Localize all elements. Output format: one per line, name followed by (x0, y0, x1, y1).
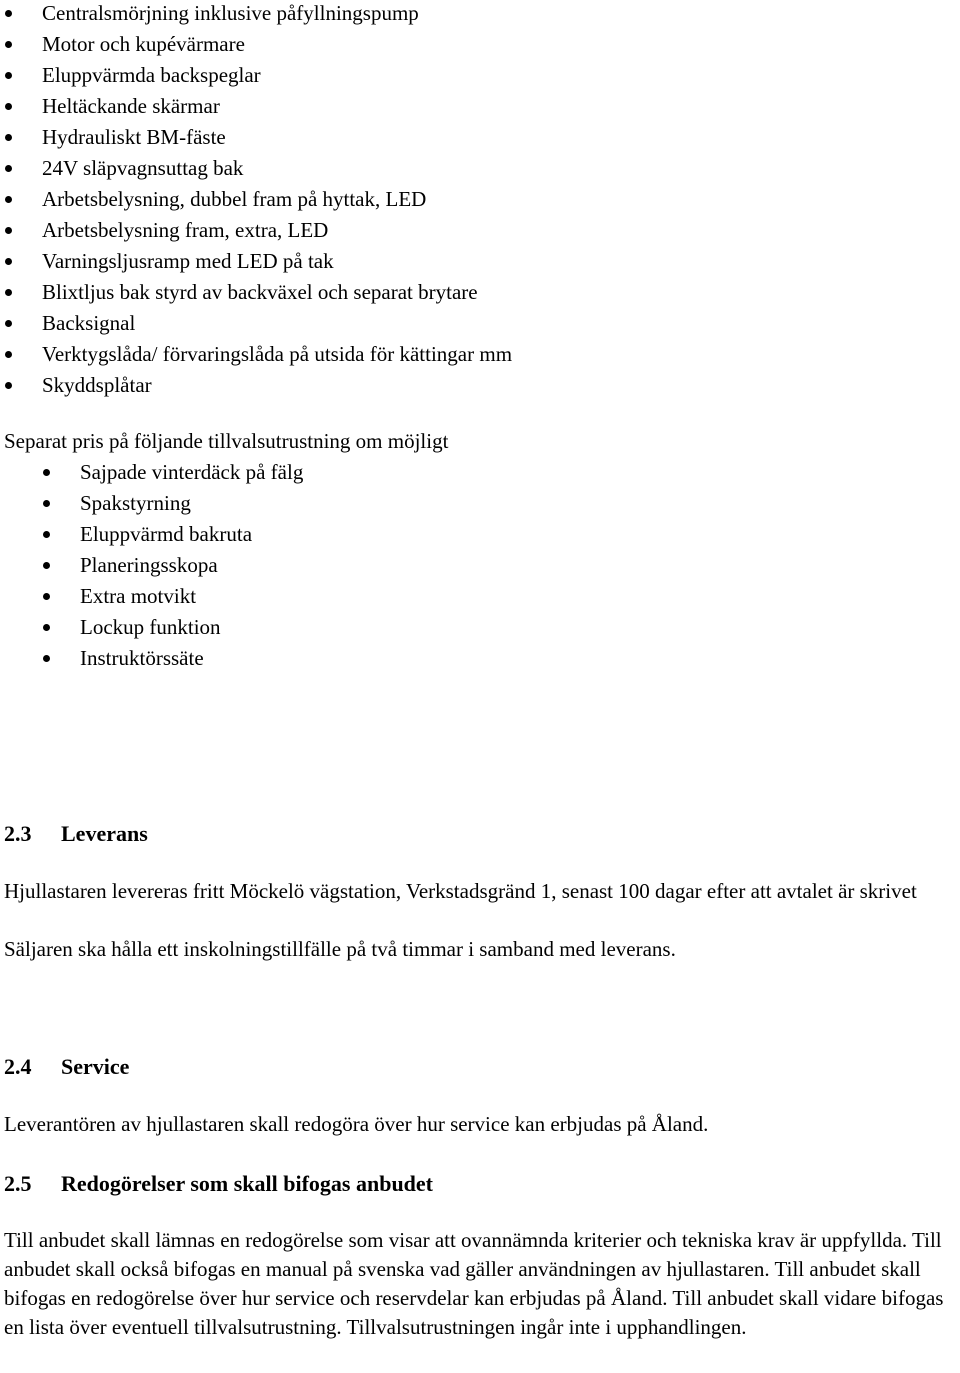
list-item-text: Planeringsskopa (80, 553, 218, 577)
list-item (0, 339, 512, 370)
list-item (0, 91, 512, 122)
list-item (0, 643, 303, 674)
list-item-text: Spakstyrning (80, 491, 191, 515)
section-heading-service (4, 1052, 129, 1082)
section-number: 2.4 (4, 1054, 32, 1079)
bullet-icon (43, 562, 50, 569)
list-item (0, 488, 303, 519)
list-item (0, 184, 512, 215)
section-number: 2.5 (4, 1171, 32, 1196)
list-item (0, 246, 512, 277)
bullet-icon (5, 10, 12, 17)
list-item-text: Verktygslåda/ förvaringslåda på utsida för kättingar mm (42, 342, 513, 366)
list-item-text: Centralsmörjning inklusive påfyllningspump (42, 1, 419, 25)
list-item-text: Sajpade vinterdäck på fälg (80, 460, 304, 484)
list-item (0, 277, 512, 308)
bullet-icon (5, 103, 12, 110)
list-item (0, 308, 512, 339)
service-paragraph: Leverantören av hjullastaren skall redogöra över hur service kan erbjudas på Åland. (4, 1112, 709, 1136)
list-item (0, 370, 512, 401)
list-item-text: Instruktörssäte (80, 646, 204, 670)
list-item (0, 29, 512, 60)
bullet-icon (5, 382, 12, 389)
redogorelser-paragraph: Till anbudet skall lämnas en redogörelse som visar att ovannämnda kriterier och tekniska krav är uppfyllda. Till anbudet skall också bifogas en manual på svenska vad gäller användningen av hjullastaren. Till anbudet skall bifogas en redogörelse över hur service och reservdelar kan erbjudas på Åland. Till anbudet skall vidare bifogas en lista över eventuell tillvalsutrustning. Tillvalsutrustningen ingår inte i upphandlingen. (4, 1228, 944, 1339)
optional-equipment-list (0, 457, 303, 674)
list-item (0, 612, 303, 643)
bullet-icon (5, 41, 12, 48)
bullet-icon (43, 624, 50, 631)
list-item-text: Backsignal (42, 311, 136, 335)
bullet-icon (5, 258, 12, 265)
bullet-icon (43, 500, 50, 507)
bullet-icon (5, 320, 12, 327)
list-item-text: Arbetsbelysning fram, extra, LED (42, 218, 329, 242)
list-item-text: Blixtljus bak styrd av backväxel och separat brytare (42, 280, 478, 304)
section-title: Service (61, 1054, 130, 1079)
bullet-icon (43, 655, 50, 662)
bullet-icon (5, 134, 12, 141)
leverans-paragraph-2: Säljaren ska hålla ett inskolningstillfälle på två timmar i samband med leverans. (4, 937, 676, 961)
optional-intro: Separat pris på följande tillvalsutrustning om möjligt (4, 429, 449, 453)
list-item (0, 122, 512, 153)
list-item (0, 153, 512, 184)
list-item-text: 24V släpvagnsuttag bak (42, 156, 244, 180)
section-heading-leverans (4, 819, 148, 849)
list-item-text: Motor och kupévärmare (42, 32, 245, 56)
list-item (0, 60, 512, 91)
list-item-text: Varningsljusramp med LED på tak (42, 249, 334, 273)
list-item (0, 581, 303, 612)
list-item-text: Arbetsbelysning, dubbel fram på hyttak, LED (42, 187, 427, 211)
section-title: Leverans (61, 821, 148, 846)
list-item (0, 215, 512, 246)
list-item-text: Lockup funktion (80, 615, 221, 639)
section-heading-redogorelser (4, 1169, 433, 1199)
section-number: 2.3 (4, 821, 32, 846)
bullet-icon (43, 531, 50, 538)
bullet-icon (5, 196, 12, 203)
bullet-icon (5, 72, 12, 79)
list-item (0, 519, 303, 550)
bullet-icon (5, 227, 12, 234)
list-item-text: Eluppvärmda backspeglar (42, 63, 261, 87)
list-item-text: Hydrauliskt BM-fäste (42, 125, 226, 149)
list-item-text: Eluppvärmd bakruta (80, 522, 253, 546)
list-item (0, 550, 303, 581)
list-item (0, 457, 303, 488)
list-item-text: Heltäckande skärmar (42, 94, 220, 118)
bullet-icon (5, 351, 12, 358)
bullet-icon (43, 593, 50, 600)
list-item (0, 0, 512, 29)
leverans-paragraph-1: Hjullastaren levereras fritt Möckelö vägstation, Verkstadsgränd 1, senast 100 dagar efter att avtalet är skrivet (4, 879, 917, 903)
list-item-text: Skyddsplåtar (42, 373, 152, 397)
bullet-icon (5, 165, 12, 172)
equipment-list (0, 0, 512, 401)
bullet-icon (43, 469, 50, 476)
list-item-text: Extra motvikt (80, 584, 197, 608)
section-title: Redogörelser som skall bifogas anbudet (61, 1171, 434, 1196)
bullet-icon (5, 289, 12, 296)
